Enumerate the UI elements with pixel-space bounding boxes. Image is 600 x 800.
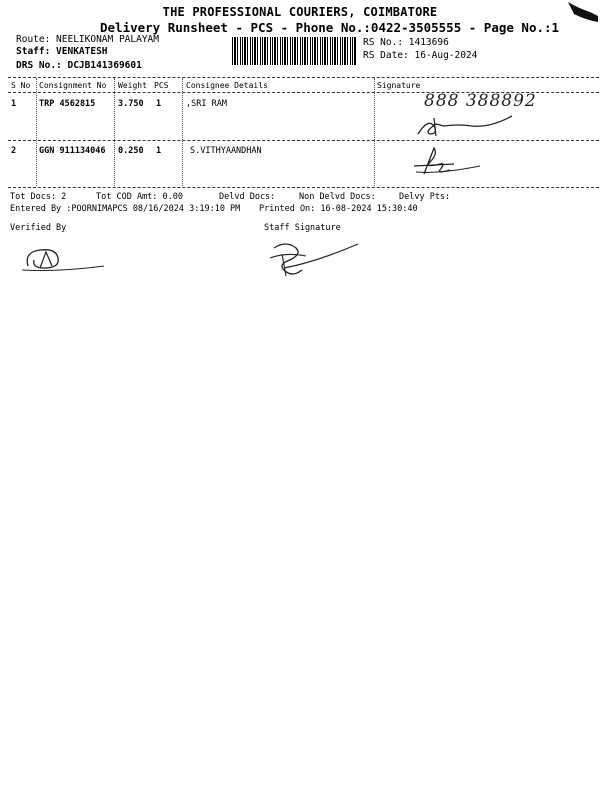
row-weight: 0.250 bbox=[118, 146, 144, 156]
row-pcs: 1 bbox=[156, 146, 162, 156]
verifier-signature bbox=[18, 242, 108, 274]
staff-signature-label: Staff Signature bbox=[264, 223, 341, 233]
row-sno: 2 bbox=[11, 146, 17, 156]
column-header-weight: Weight bbox=[118, 81, 147, 90]
rs-number: RS No.: 1413696 bbox=[363, 37, 449, 48]
non-delivered-docs: Non Delvd Docs: bbox=[299, 192, 376, 202]
row-consignee: ,SRI RAM bbox=[186, 99, 227, 109]
table-bottom-rule bbox=[8, 187, 599, 188]
row-sno: 1 bbox=[11, 99, 17, 109]
recipient-signature-2 bbox=[410, 144, 500, 178]
row-consignment-no: GGN 911134046 bbox=[39, 146, 106, 156]
company-title: THE PROFESSIONAL COURIERS, COIMBATORE bbox=[162, 5, 438, 19]
handwritten-phone-number: 888 388892 bbox=[424, 91, 537, 111]
runsheet-subtitle: Delivery Runsheet - PCS - Phone No.:0422-3505555 - Page No.:1 bbox=[100, 20, 560, 35]
column-divider bbox=[114, 78, 115, 186]
total-cod-amount: Tot COD Amt: 0.00 bbox=[96, 192, 183, 202]
runsheet-barcode bbox=[232, 37, 356, 65]
row-pcs: 1 bbox=[156, 99, 162, 109]
column-header-consignee: Consignee Details bbox=[186, 81, 268, 90]
drs-number: DRS No.: DCJB141369601 bbox=[16, 60, 142, 71]
route-label: Route: NEELIKONAM PALAYAM bbox=[16, 34, 159, 45]
row-divider bbox=[8, 140, 599, 141]
rs-date: RS Date: 16-Aug-2024 bbox=[363, 50, 478, 61]
verified-by-label: Verified By bbox=[10, 223, 67, 233]
row-consignment-no: TRP 4562815 bbox=[39, 99, 96, 109]
staff-label: Staff: VENKATESH bbox=[16, 46, 108, 57]
table-top-rule bbox=[8, 77, 599, 78]
column-header-sno: S No bbox=[11, 81, 31, 90]
staff-signature bbox=[266, 238, 366, 282]
column-header-consignment: Consignment No bbox=[39, 81, 107, 90]
column-divider bbox=[182, 78, 183, 186]
column-header-pcs: PCS bbox=[154, 81, 169, 90]
delivered-docs: Delvd Docs: bbox=[219, 192, 276, 202]
column-header-signature: Signature bbox=[377, 81, 421, 90]
printed-on: Printed On: 16-08-2024 15:30:40 bbox=[259, 204, 418, 214]
delivery-points: Delvy Pts: bbox=[399, 192, 451, 202]
recipient-signature-1 bbox=[414, 112, 524, 140]
row-weight: 3.750 bbox=[118, 99, 144, 109]
entered-by: Entered By :POORNIMAPCS 08/16/2024 3:19:10 PM bbox=[10, 204, 241, 214]
column-divider bbox=[36, 78, 37, 186]
row-consignee: S.VITHYAANDHAN bbox=[190, 146, 262, 156]
column-divider bbox=[374, 78, 375, 186]
total-docs: Tot Docs: 2 bbox=[10, 192, 67, 202]
